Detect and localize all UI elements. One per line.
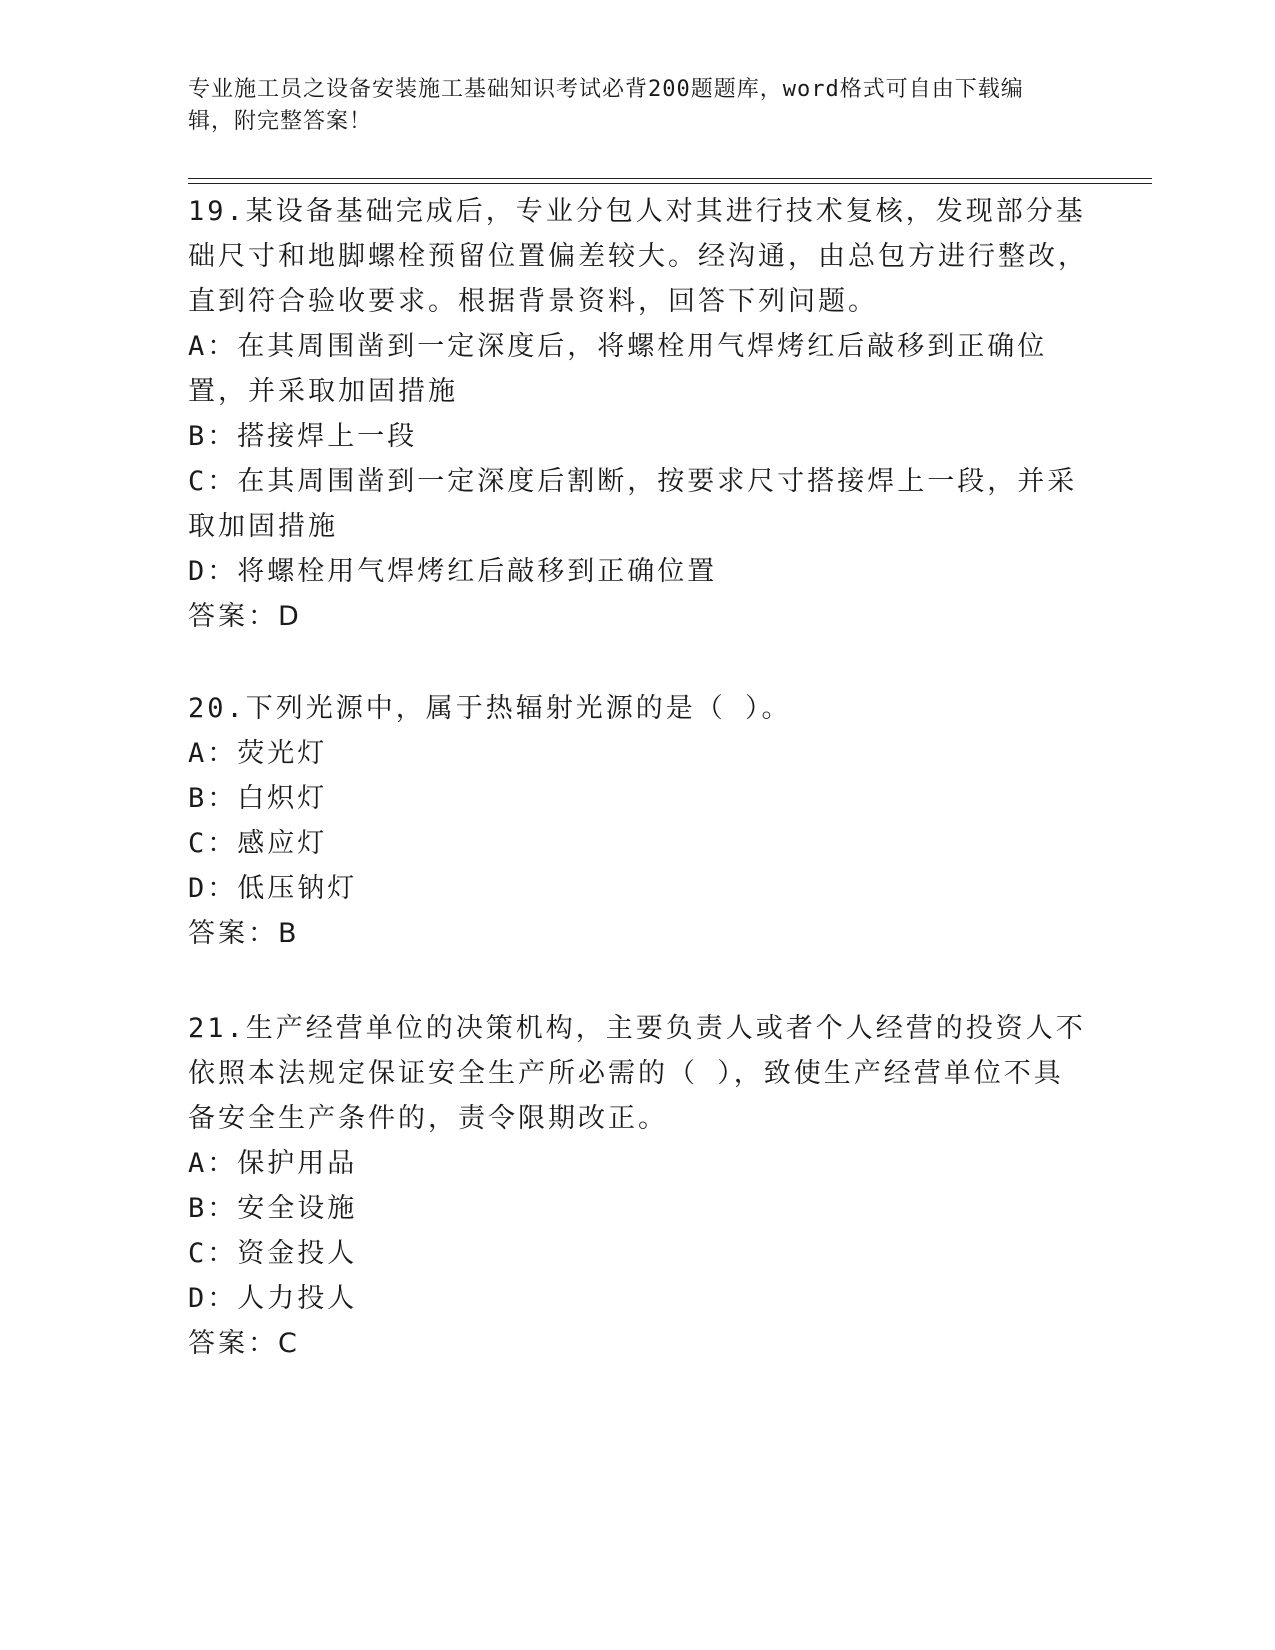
option-b: B：白炽灯 (188, 783, 328, 814)
question-19 (188, 189, 1088, 639)
option-b: B：安全设施 (188, 1193, 358, 1224)
option-d: D：低压钠灯 (188, 873, 358, 904)
question-stem: 19.某设备基础完成后，专业分包人对其进行技术复核，发现部分基础尺寸和地脚螺栓预留位置偏差较大。经沟通，由总包方进行整改，直到符合验收要求。根据背景资料，回答下列问题。 (188, 196, 1088, 317)
answer-line (188, 594, 1088, 639)
question-20 (188, 686, 1088, 956)
option-a: A：保护用品 (188, 1148, 358, 1179)
option-d: D：人力投人 (188, 1283, 358, 1314)
option-c: C：在其周围凿到一定深度后割断，按要求尺寸搭接焊上一段，并采取加固措施 (188, 466, 1078, 542)
answer-label: 答案： (188, 918, 278, 949)
answer-label: 答案： (188, 601, 278, 632)
answer-line (188, 911, 1088, 956)
option-c: C：资金投人 (188, 1238, 358, 1269)
header-divider-top (188, 178, 1152, 179)
option-c: C：感应灯 (188, 828, 328, 859)
option-d: D：将螺栓用气焊烤红后敲移到正确位置 (188, 556, 718, 587)
option-a: A：荧光灯 (188, 738, 328, 769)
document-header: 专业施工员之设备安装施工基础知识考试必背200题题库，word格式可自由下载编辑，附完整答案！ (188, 77, 1024, 134)
option-b: B：搭接焊上一段 (188, 421, 418, 452)
answer-value: D (278, 601, 300, 632)
option-a: A：在其周围凿到一定深度后，将螺栓用气焊烤红后敲移到正确位置，并采取加固措施 (188, 331, 1048, 407)
answer-label: 答案： (188, 1328, 278, 1359)
question-stem: 20.下列光源中，属于热辐射光源的是（ ）。 (188, 693, 792, 724)
answer-value: B (278, 918, 298, 949)
answer-line (188, 1321, 1088, 1366)
question-21 (188, 1006, 1088, 1366)
header-divider-bottom (188, 183, 1152, 184)
question-stem: 21.生产经营单位的决策机构，主要负责人或者个人经营的投资人不依照本法规定保证安全生产所必需的（ ），致使生产经营单位不具备安全生产条件的，责令限期改正。 (188, 1013, 1086, 1134)
answer-value: C (278, 1328, 298, 1359)
